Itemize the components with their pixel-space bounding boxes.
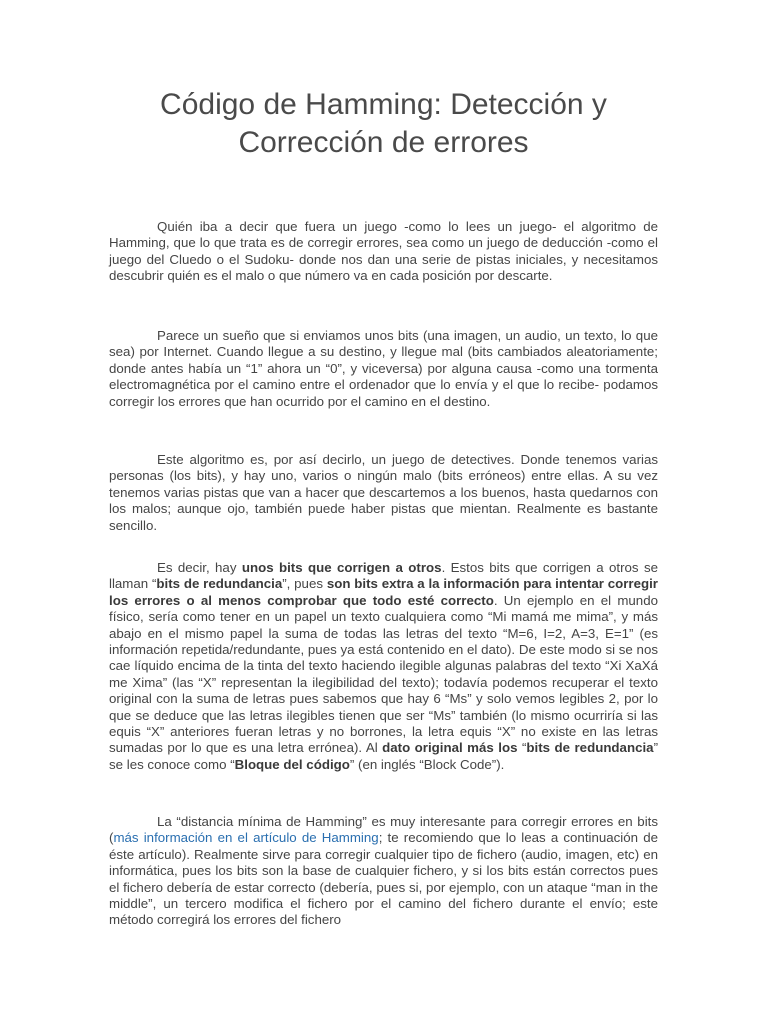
text-run: La “distancia mínima de Hamming” es muy interesante para corregir errores en bits ( [109, 814, 658, 846]
paragraph-dream-text: Parece un sueño que si enviamos unos bits (una imagen, un audio, un texto, lo que sea) por Internet. Cuando llegue a su destino, y llegue mal (bits cambiados aleatoriamente; donde antes había un “1” ahora un “0”, y viceversa) por alguna causa -como una tormenta electromagnética por el camino entre el ordenador que lo envía y el que lo recibe- podamos corregir los errores que han ocurrido por el camino en el destino. [109, 328, 658, 409]
bold-run: unos bits que corrigen a otros [241, 560, 442, 575]
paragraph-intro-text: Quién iba a decir que fuera un juego -como lo lees un juego- el algoritmo de Hamming, que lo que trata es de corregir errores, sea como un juego de deducción -como el juego del Cluedo o el Sudoku- donde nos dan una serie de pistas iniciales, y necesitamos descubrir quién es el malo o que número va en cada posición por descarte. [109, 219, 658, 284]
text-run: Es decir, hay [157, 560, 242, 575]
document-title [109, 86, 658, 162]
bold-run: dato original más los [382, 740, 518, 756]
text-run: . Un ejemplo en el mundo físico, sería como tener en un papel un texto cualquiera como “Mi mamá me mima”, y más abajo en el mismo papel la suma de todas las letras del texto “M=6, I=2, A=3, E=1” (es información repetida/redundante, pues ya está contenido en el dato). De este modo si se nos cae líquido encima de la tinta del texto haciendo ilegible algunas palabras del texto “Xi XaXá me Xima” (las “X” representan la ilegibilidad del texto); todavía podemos recuperar el texto original con la suma de letras pues sabemos que hay 6 “Ms” y solo vemos legibles 2, por lo que se deduce que las letras ilegibles tienen que ser “Ms” también (lo mismo ocurriría si las equis “X” anteriores fueran letras y no borrones, la letra equis “X” no existe en las letras sumadas por lo que es una letra errónea). Al [109, 592, 658, 756]
bold-run: Bloque del código [234, 756, 350, 772]
title-line-1: Código de Hamming: Detección y [160, 88, 607, 121]
paragraph-detectives-text: Este algoritmo es, por así decirlo, un juego de detectives. Donde tenemos varias personas (los bits), y hay uno, varios o ningún malo (bits erróneos) entre ellas. A su vez tenemos varias pistas que van a hacer que descartemos a los buenos, hasta quedarnos con los malos; aunque ojo, también puede haber pistas que mientan. Realmente es bastante sencillo. [109, 452, 658, 533]
text-run: ; te recomiendo que lo leas a continuación de éste artículo). Realmente sirve para corregir cualquier tipo de fichero (audio, imagen, etc) en informática, pues los bits son la base de cualquier fichero, y si los bits están correctos pues el fichero debería de estar correcto (debería, pues si, por ejemplo, con un ataque “man in the middle”, un tercero modifica el fichero por el camino del fichero durante el envío; este método corregirá los errores del fichero [109, 830, 659, 928]
paragraph-hamming-distance [109, 814, 658, 929]
title-line-2: Corrección de errores [238, 126, 529, 159]
document-page [109, 86, 659, 928]
paragraph-dream [109, 328, 658, 410]
text-run: ”, pues [282, 576, 327, 592]
paragraph-detectives [109, 452, 658, 534]
bold-run: son bits extra a la información para intentar corregir los errores o al menos comprobar que todo esté correcto [109, 576, 658, 608]
text-run: ” se les conoce como “ [109, 740, 658, 772]
bold-run: bits de redundancia [526, 740, 654, 756]
paragraph-intro [109, 219, 658, 285]
text-run: . Estos bits que corrigen a otros se llaman “ [109, 560, 658, 592]
bold-run: bits de redundancia [156, 576, 283, 592]
text-run: ” (en inglés “Block Code”). [349, 756, 505, 772]
text-run: “ [517, 740, 527, 756]
hamming-article-link[interactable]: más información en el artículo de Hamming [113, 830, 379, 846]
paragraph-redundancy [109, 560, 658, 773]
